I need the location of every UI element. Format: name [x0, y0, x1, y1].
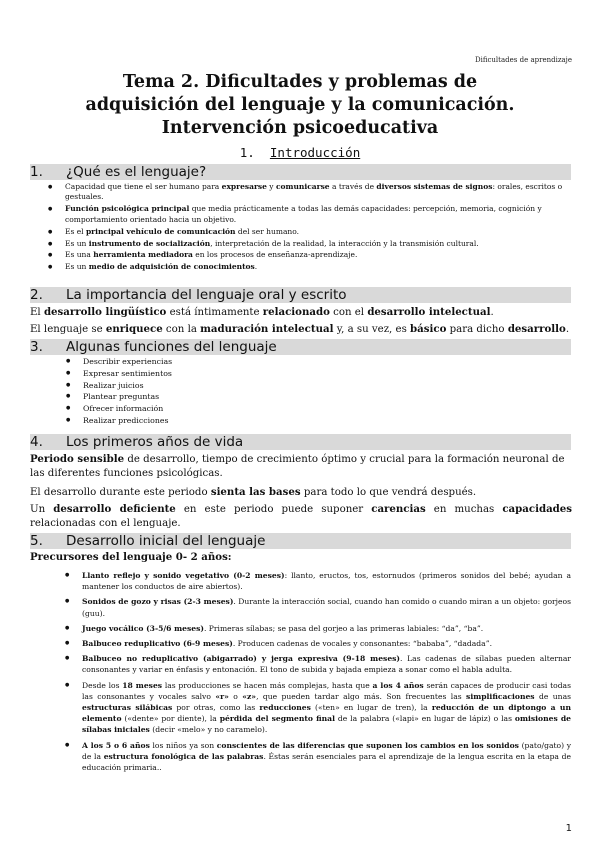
section-number: 2. — [30, 287, 43, 303]
list-item: ● Realizar predicciones — [66, 415, 366, 427]
subheading: Precursores del lenguaje 0- 2 años: — [30, 551, 232, 563]
section-title: La importancia del lenguaje oral y escrito — [66, 287, 347, 303]
list-item: ● Función psicológica principal que media prácticamente a todas las demás capacidades: percepción, memoria, cognición y comportamiento orientado hacia un objetivo. — [48, 204, 572, 225]
list-item: ● Balbuceo no reduplicativo (abigarrado) y jerga expresiva (9-18 meses). Las cadenas de sílabas pueden alternar consonantes y variar en énfasis y entonación. El tono de subida y bajada empieza a sonar como el habla adulta. — [65, 653, 571, 675]
intro-heading — [0, 145, 600, 160]
intro-number: 1. — [239, 145, 255, 160]
doc-title-line-1: Tema 2. Dificultades y problemas de — [122, 72, 478, 92]
paragraph: El desarrollo lingüístico está íntimamente relacionado con el desarrollo intelectual. — [30, 306, 494, 318]
doc-title-line-3: Intervención psicoeducativa — [161, 118, 439, 138]
section-number: 4. — [30, 434, 43, 450]
list-item: ● Es un medio de adquisición de conocimientos. — [48, 262, 572, 272]
list-item: ● Sonidos de gozo y risas (2-3 meses). Durante la interacción social, cuando han comido o cuando miran a un objeto: gorjeos (guu). — [65, 596, 571, 618]
list-item: ● Juego vocálico (3-5/6 meses). Primeras sílabas; se pasa del gorjeo a las primeras labiales: “da”, “ba”. — [65, 623, 571, 634]
precursors-list — [65, 570, 571, 777]
paragraph: El desarrollo durante este periodo sienta las bases para todo lo que vendrá después. — [30, 486, 477, 498]
section-title: Desarrollo inicial del lenguaje — [66, 533, 266, 549]
list-item: ● Realizar juicios — [66, 380, 366, 392]
list-item: ● Balbuceo reduplicativo (6-9 meses). Producen cadenas de vocales y consonantes: “bababa”, “dadada”. — [65, 638, 571, 649]
list-item: ● A los 5 o 6 años los niños ya son conscientes de las diferencias que suponen los cambios en los sonidos (pato/gato) y de la estructura fonológica de las palabras. Éstas serán esenciales para el aprendizaje de la lengua escrita en la etapa de educación primaria.. — [65, 740, 571, 774]
section-heading-3 — [30, 339, 571, 355]
paragraph: Un desarrollo deficiente en este periodo puede suponer carencias en muchas capacidades relacionadas con el lenguaje. — [30, 503, 573, 529]
doc-title-line-2: adquisición del lenguaje y la comunicación. — [85, 95, 515, 115]
list-item: ● Capacidad que tiene el ser humano para expresarse y comunicarse a través de diversos sistemas de signos: orales, escritos o gestuales. — [48, 182, 572, 203]
section-number: 5. — [30, 533, 43, 549]
list-item: ● Describir experiencias — [66, 356, 366, 368]
section-number: 3. — [30, 339, 43, 355]
paragraph: Periodo sensible de desarrollo, tiempo de crecimiento óptimo y crucial para la formación neuronal de las diferentes funciones psicológicas. — [30, 453, 565, 479]
intro-label: Introducción — [269, 145, 361, 160]
section-heading-5 — [30, 533, 571, 549]
section-title: ¿Qué es el lenguaje? — [66, 164, 207, 180]
list-item: ● Desde los 18 meses las producciones se hacen más complejas, hasta que a los 4 años serán capaces de producir casi todas las consonantes y vocales salvo «r» o «z», que pueden tardar algo más. Son frecuentes las simplificaciones de unas estructuras silábicas por otras, como las reducciones («ten» en lugar de tren), la reducción de un diptongo a un elemento («dente» por diente), la pérdida del segmento final de la palabra («lapi» en lugar de lápiz) o las omisiones de sílabas iniciales (decir «melo» y no caramelo). — [65, 680, 571, 736]
list-item: ● Es el principal vehículo de comunicación del ser humano. — [48, 227, 572, 237]
list-item: ● Es un instrumento de socialización, interpretación de la realidad, la interacción y la transmisión cultural. — [48, 239, 572, 249]
section-heading-4 — [30, 434, 571, 450]
page-number: 1 — [565, 823, 572, 834]
section-number: 1. — [30, 164, 43, 180]
list-item: ● Ofrecer información — [66, 403, 366, 415]
section-title: Algunas funciones del lenguaje — [66, 339, 277, 355]
section-title: Los primeros años de vida — [66, 434, 244, 450]
section-heading-1 — [30, 164, 571, 180]
what-is-language-list — [48, 182, 572, 274]
running-header: Dificultades de aprendizaje — [474, 56, 572, 64]
list-item: ● Llanto reflejo y sonido vegetativo (0-2 meses): llanto, eructos, tos, estornudos (primeros sonidos del bebé; ayudan a mantener los conductos de aire abiertos). — [65, 570, 571, 592]
list-item: ● Plantear preguntas — [66, 391, 366, 403]
list-item: ● Es una herramienta mediadora en los procesos de enseñanza-aprendizaje. — [48, 250, 572, 260]
section-heading-2 — [30, 287, 571, 303]
list-item: ● Expresar sentimientos — [66, 368, 366, 380]
paragraph: El lenguaje se enriquece con la maduración intelectual y, a su vez, es básico para dicho desarrollo. — [30, 323, 570, 335]
language-functions-list — [66, 356, 366, 427]
